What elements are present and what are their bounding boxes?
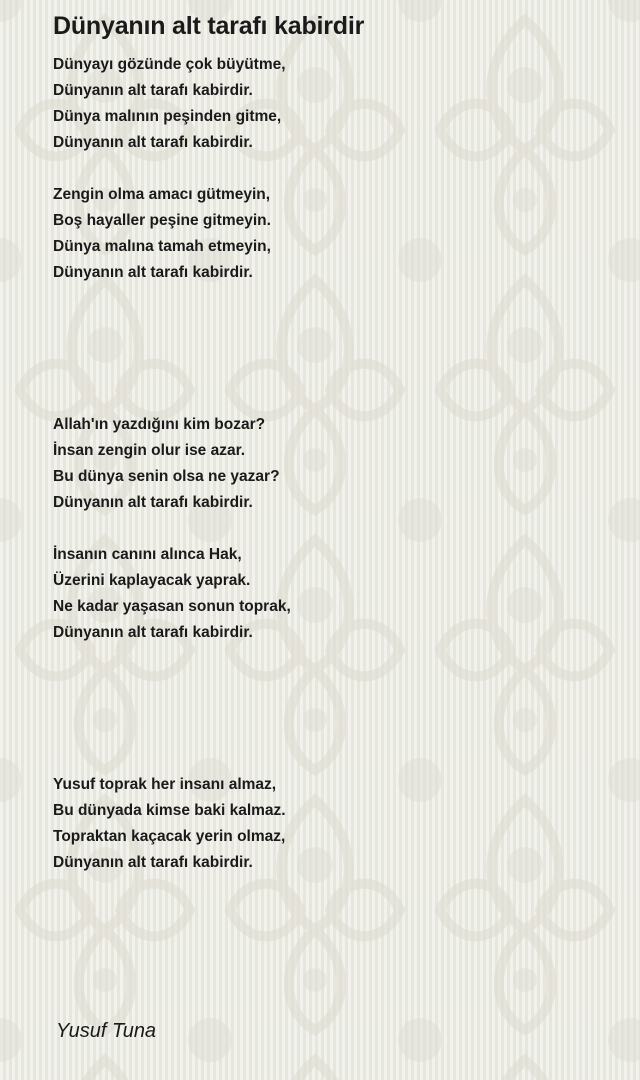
poem-line: İnsanın canını alınca Hak, <box>53 546 242 563</box>
poem-line: Dünya malının peşinden gitme, <box>53 108 282 125</box>
poem-line: Dünyanın alt tarafı kabirdir. <box>53 854 253 871</box>
poem-line: Dünyayı gözünde çok büyütme, <box>53 56 286 73</box>
poem-line: Yusuf toprak her insanı almaz, <box>53 776 277 793</box>
poem-title: Dünyanın alt tarafı kabirdir <box>53 12 365 40</box>
poem-line: Dünyanın alt tarafı kabirdir. <box>53 134 253 151</box>
poem-line: Allah'ın yazdığını kim bozar? <box>53 416 266 433</box>
poem-line: Boş hayaller peşine gitmeyin. <box>53 212 271 229</box>
poem-line: Dünyanın alt tarafı kabirdir. <box>53 82 253 99</box>
poem-line: İnsan zengin olur ise azar. <box>53 442 246 459</box>
poem-line: Üzerini kaplayacak yaprak. <box>53 572 251 589</box>
poem-line: Dünyanın alt tarafı kabirdir. <box>53 624 253 641</box>
poem-line: Dünyanın alt tarafı kabirdir. <box>53 494 253 511</box>
poem-line: Bu dünya senin olsa ne yazar? <box>53 468 280 485</box>
poem-author: Yusuf Tuna <box>56 1020 157 1042</box>
poem-line: Ne kadar yaşasan sonun toprak, <box>53 598 291 615</box>
poem-line: Dünyanın alt tarafı kabirdir. <box>53 264 253 281</box>
poem-line: Dünya malına tamah etmeyin, <box>53 238 271 255</box>
poem-line: Topraktan kaçacak yerin olmaz, <box>53 828 286 845</box>
poem-line: Zengin olma amacı gütmeyin, <box>53 186 271 203</box>
poem-line: Bu dünyada kimse baki kalmaz. <box>53 802 286 819</box>
